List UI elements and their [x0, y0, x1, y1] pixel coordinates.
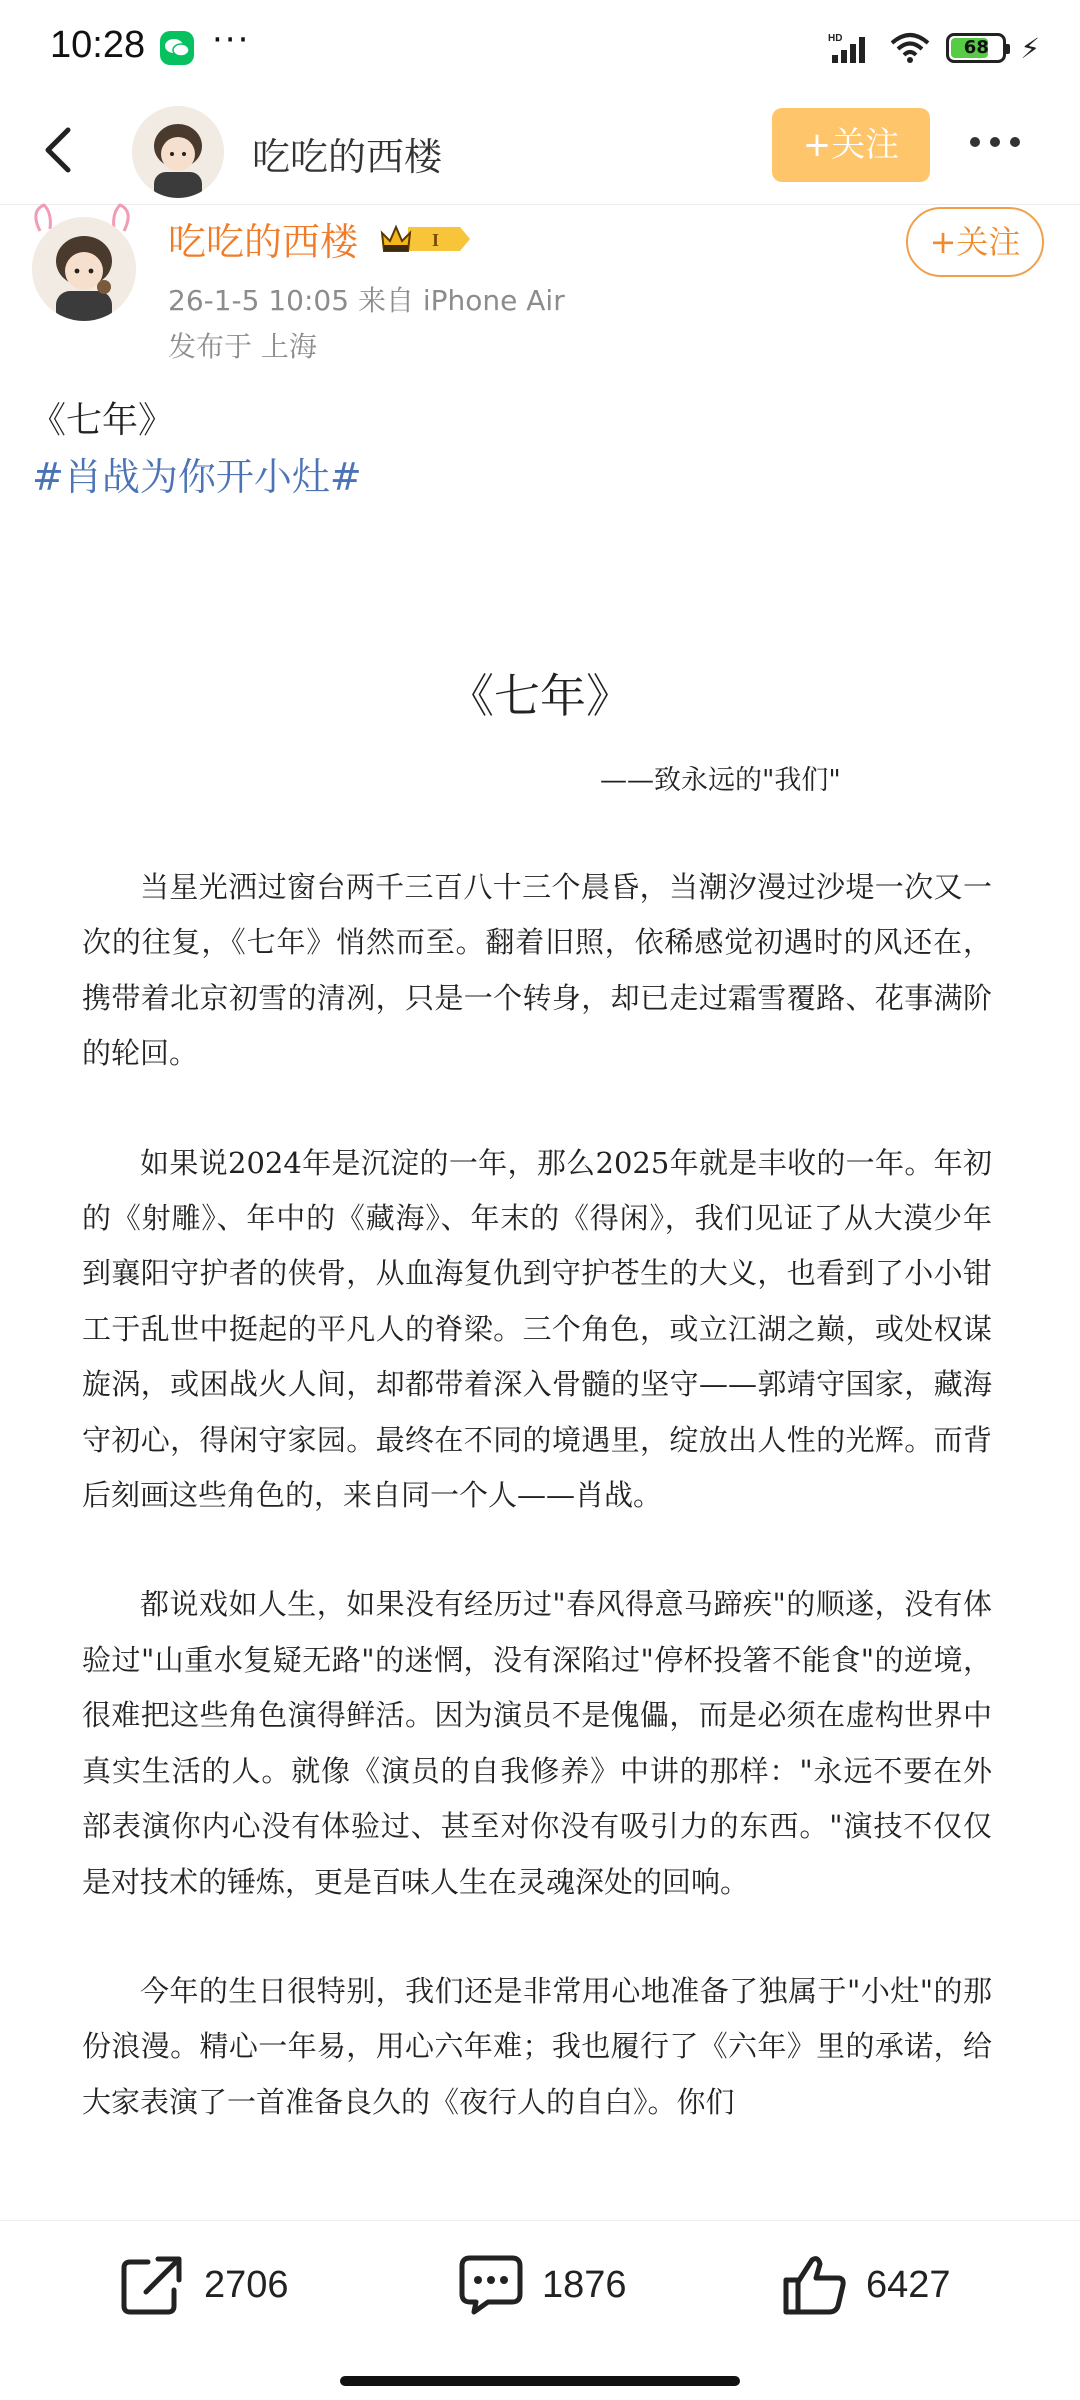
- post-header: [0, 205, 1080, 375]
- cellular-signal-icon: [828, 31, 874, 65]
- svg-text:HD: HD: [828, 33, 843, 44]
- nav-author-name[interactable]: 吃吃的西楼: [252, 135, 443, 179]
- more-dots-icon: [970, 137, 980, 147]
- topic-link[interactable]: #肖战为你开小灶#: [32, 455, 362, 499]
- home-indicator[interactable]: [340, 2376, 740, 2386]
- charging-icon: ⚡: [1020, 31, 1040, 65]
- back-arrow-icon: [30, 120, 90, 180]
- article-paragraph: 当星光洒过窗台两千三百八十三个晨昏，当潮汐漫过沙堤一次又一次的往复，《七年》悄然而至。翻着旧照，依稀感觉初遇时的风还在，携带着北京初雪的清冽，只是一个转身，却已走过霜雪覆路、花事满阶的轮回。: [82, 870, 992, 1071]
- article-paragraph: 都说戏如人生，如果没有经历过"春风得意马蹄疾"的顺遂，没有体验过"山重水复疑无路"的迷惘，没有深陷过"停杯投箸不能食"的逆境，很难把这些角色演得鲜活。因为演员不是傀儡，而是必须在虚构世界中真实生活的人。就像《演员的自我修养》中讲的那样："永远不要在外部表演你内心没有体验过、甚至对你没有吸引力的东西。"演技不仅仅是对技术的锤炼，更是百味人生在灵魂深处的回响。: [82, 1587, 992, 1899]
- post-timestamp-source: 26-1-5 10:05 来自 iPhone Air: [168, 284, 565, 317]
- status-time: 10:28: [50, 24, 146, 66]
- like-count: 6427: [866, 2263, 951, 2306]
- top-nav-bar: [0, 96, 1080, 205]
- follow-button[interactable]: +关注: [906, 207, 1044, 277]
- wifi-icon: [888, 31, 932, 65]
- battery-level: 68: [963, 37, 989, 58]
- repost-button[interactable]: [120, 2255, 289, 2315]
- comment-icon: [458, 2254, 524, 2316]
- article-paragraph: 今年的生日很特别，我们还是非常用心地准备了独属于"小灶"的那份浪漫。精心一年易，用心六年难；我也履行了《六年》里的承诺，给大家表演了一首准备良久的《夜行人的自白》。你们: [82, 1973, 992, 2119]
- status-indicators: [828, 28, 1040, 68]
- vip-crown-badge-icon: [378, 219, 474, 259]
- status-bar: [0, 0, 1080, 96]
- more-notifications-icon: ···: [212, 20, 251, 60]
- article-subtitle: ——致永远的"我们": [600, 765, 841, 796]
- comment-button[interactable]: [458, 2255, 627, 2315]
- nav-author-avatar[interactable]: [132, 106, 224, 198]
- article-title: 《七年》: [448, 669, 632, 723]
- bottom-action-bar: [0, 2220, 1080, 2341]
- wechat-notification-icon: [160, 31, 194, 65]
- comment-count: 1876: [542, 2263, 627, 2306]
- thumbs-up-icon: [782, 2254, 848, 2316]
- back-button[interactable]: [30, 120, 90, 180]
- author-avatar[interactable]: [32, 217, 136, 321]
- author-name[interactable]: 吃吃的西楼: [168, 220, 359, 264]
- repost-icon: [120, 2254, 186, 2316]
- like-button[interactable]: [782, 2255, 951, 2315]
- more-options-button[interactable]: [970, 132, 1040, 168]
- battery-icon: [946, 33, 1006, 63]
- nav-follow-button[interactable]: +关注: [772, 108, 930, 182]
- post-location: 发布于 上海: [168, 330, 317, 363]
- article-image[interactable]: [0, 580, 1080, 2220]
- post-text-title: 《七年》: [30, 400, 175, 441]
- repost-count: 2706: [204, 2263, 289, 2306]
- article-paragraph: 如果说2024年是沉淀的一年，那么2025年就是丰收的一年。年初的《射雕》、年中的《藏海》、年末的《得闲》，我们见证了从大漠少年到襄阳守护者的侠骨，从血海复仇到守护苍生的大义，也看到了小小钳工于乱世中挺起的平凡人的脊梁。三个角色，或立江湖之巅，或处权谋旋涡，或困战火人间，却都带着深入骨髓的坚守——郭靖守国家，藏海守初心，得闲守家园。最终在不同的境遇里，绽放出人性的光辉。而背后刻画这些角色的，来自同一个人——肖战。: [82, 1145, 992, 1513]
- article-body: [82, 860, 992, 2184]
- svg-text:I: I: [432, 230, 440, 250]
